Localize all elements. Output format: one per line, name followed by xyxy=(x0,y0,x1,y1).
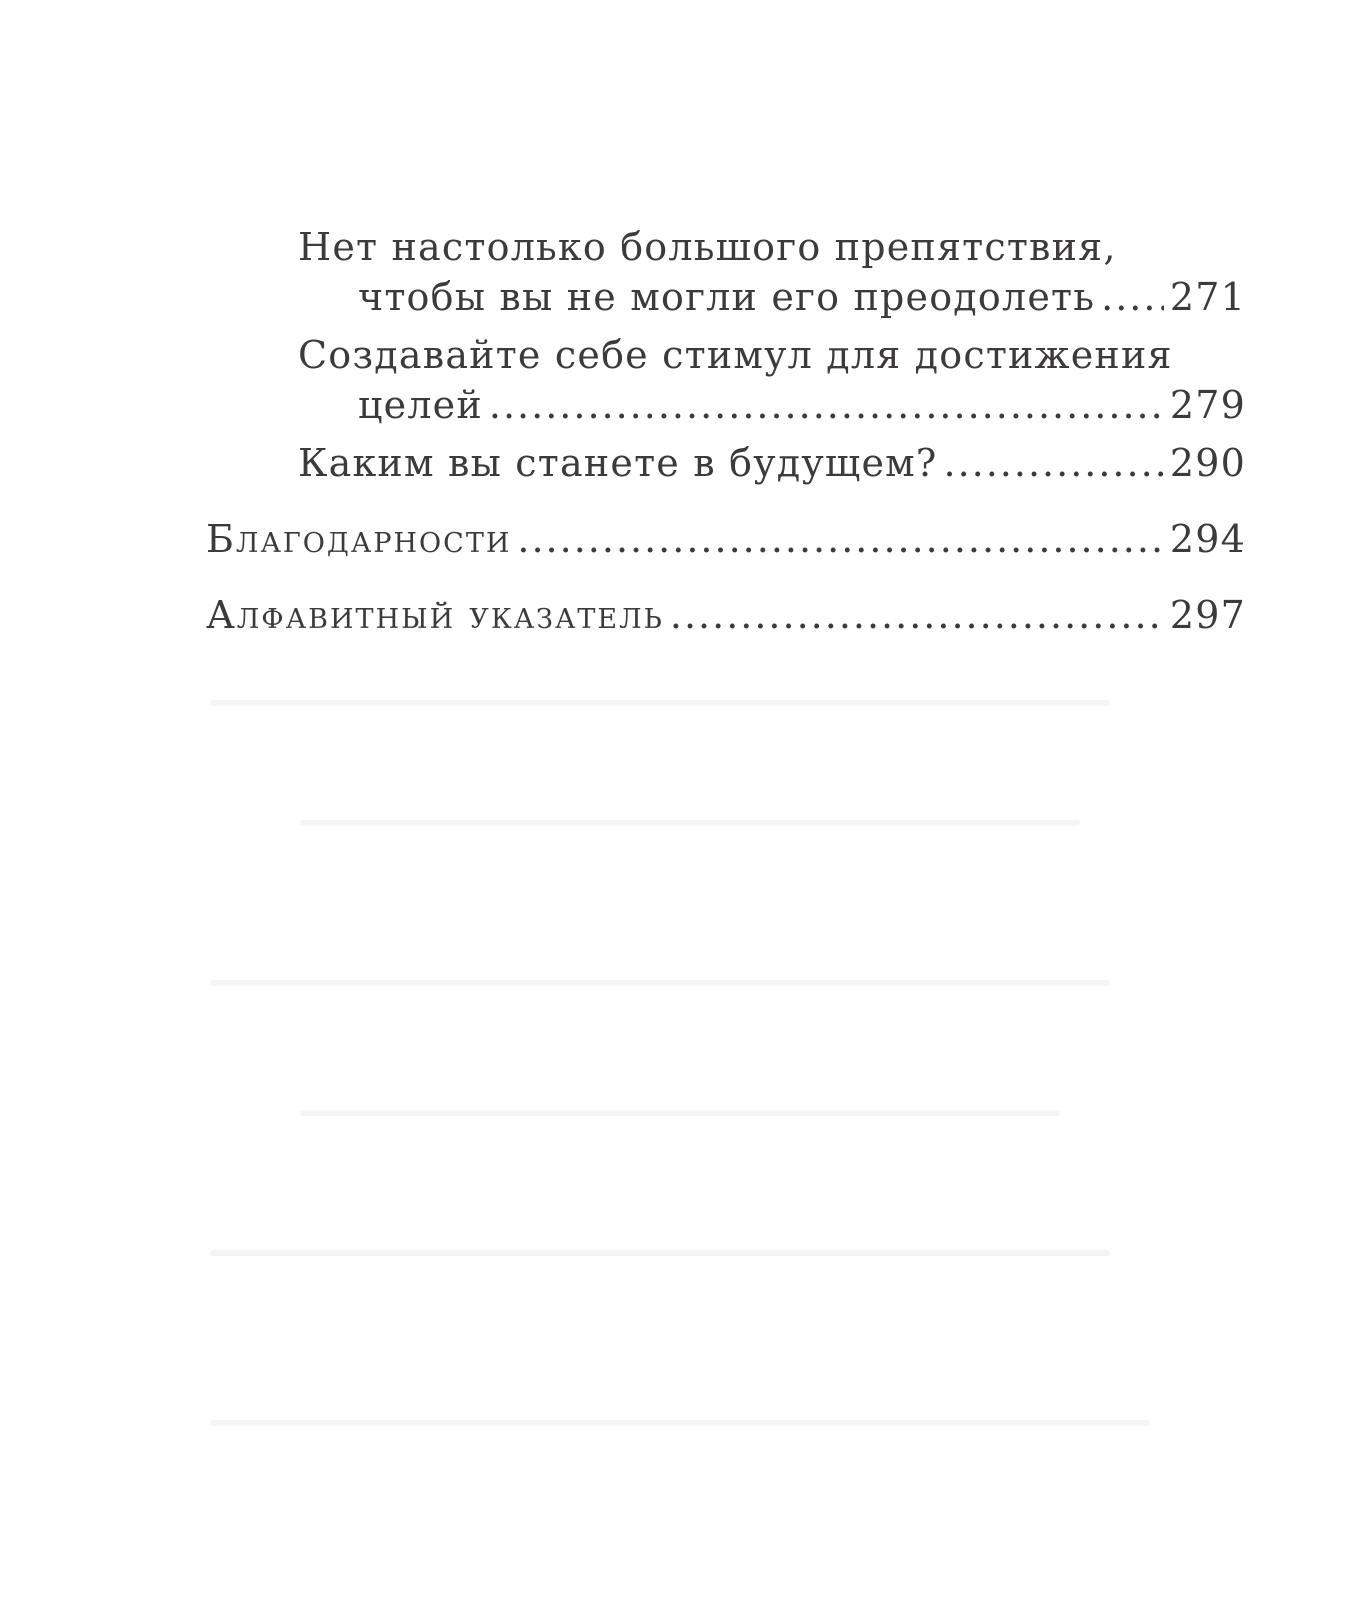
bleed-through-mark xyxy=(210,1420,1150,1426)
toc-page-number: 271 xyxy=(1169,275,1246,319)
bleed-through-mark xyxy=(300,1110,1060,1116)
bleed-through-mark xyxy=(210,980,1110,986)
toc-page-number: 279 xyxy=(1169,383,1246,427)
dot-leader xyxy=(1101,272,1164,322)
dot-leader xyxy=(943,438,1163,488)
toc-entry-title-text: целей xyxy=(358,383,483,427)
toc-page-number: 294 xyxy=(1169,517,1246,561)
toc-entry-title-line2 xyxy=(358,380,1246,430)
bleed-through-mark xyxy=(210,1250,1110,1256)
toc-entry-title-line1 xyxy=(206,514,1246,564)
toc-entry-title-line2 xyxy=(358,272,1246,322)
toc-entry xyxy=(206,514,1246,564)
toc-page-number: 290 xyxy=(1169,441,1246,485)
toc-entry-title-text: чтобы вы не могли его преодолеть xyxy=(358,275,1096,319)
toc-entry-title-line1: Нет настолько большого препятствия, xyxy=(298,225,1117,269)
toc-entry-title-line1: Создавайте себе стимул для достижения xyxy=(298,333,1173,377)
bleed-through-mark xyxy=(210,700,1110,706)
toc-entry xyxy=(206,590,1246,640)
dot-leader xyxy=(670,590,1164,640)
toc-entry-title-line1 xyxy=(206,590,1246,640)
bleed-through-mark xyxy=(300,820,1080,826)
table-of-contents xyxy=(206,222,1246,640)
toc-entry xyxy=(298,330,1246,430)
toc-entry-title-line1 xyxy=(298,438,1246,488)
toc-page-number: 297 xyxy=(1169,593,1246,637)
toc-entry-title-text: Благодарности xyxy=(206,517,512,561)
dot-leader xyxy=(489,380,1164,430)
toc-entry xyxy=(298,222,1246,322)
dot-leader xyxy=(517,514,1163,564)
toc-entry-title-text: Каким вы станете в будущем? xyxy=(298,441,938,485)
toc-entry-title-text: Алфавитный указатель xyxy=(206,593,664,637)
toc-entry xyxy=(298,438,1246,488)
